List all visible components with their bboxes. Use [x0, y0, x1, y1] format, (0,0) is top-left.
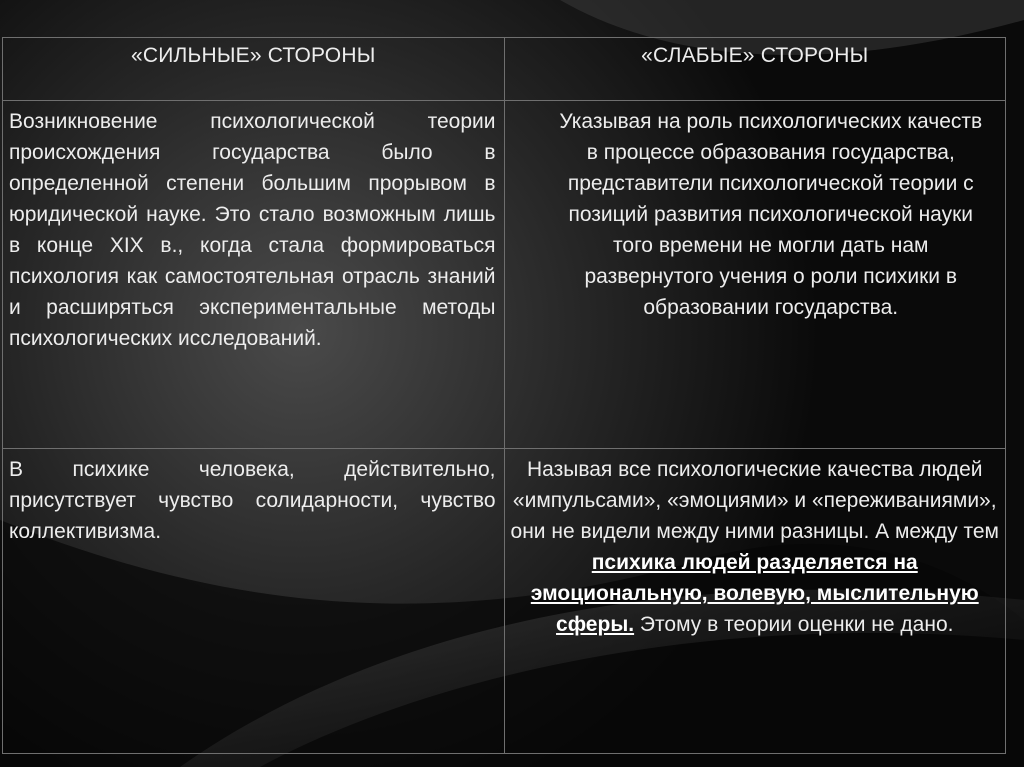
- strong-point-1: Возникновение психологической теории происхождения государства было в определенной степени большим прорывом в юридической науке. Это стало возможным лишь в конце XIX в., когда стала формироваться психология как самостоятельная отрасль знаний и расширяться экспериментальные методы психологических исследований.: [3, 101, 505, 449]
- weak-point-2: [504, 449, 1006, 754]
- weak-point-1: Указывая на роль психологических качеств в процессе образования государства, представители психологической теории с позиций развития психологической науки того времени не могли дать нам развернутого учения о роли психики в образовании государства.: [504, 101, 1006, 449]
- weak-point-2-text-end: Этому в теории оценки не дано.: [634, 613, 954, 636]
- header-weak-sides: «СЛАБЫЕ» СТОРОНЫ: [504, 38, 1006, 101]
- table-header-row: [3, 38, 1006, 101]
- weak-point-2-text-start: Называя все психологические качества людей «импульсами», «эмоциями» и «переживаниями», они не видели между ними разницы. А между тем: [510, 458, 999, 543]
- comparison-table: [2, 37, 1006, 754]
- weak-point-2-emphasis: психика людей разделяется на эмоциональную, волевую, мыслительную сферы.: [530, 551, 979, 636]
- strong-point-2: В психике человека, действительно, присутствует чувство солидарности, чувство коллективизма.: [3, 449, 505, 754]
- header-strong-sides: «СИЛЬНЫЕ» СТОРОНЫ: [3, 38, 505, 101]
- table-row: [3, 101, 1006, 449]
- table-row: [3, 449, 1006, 754]
